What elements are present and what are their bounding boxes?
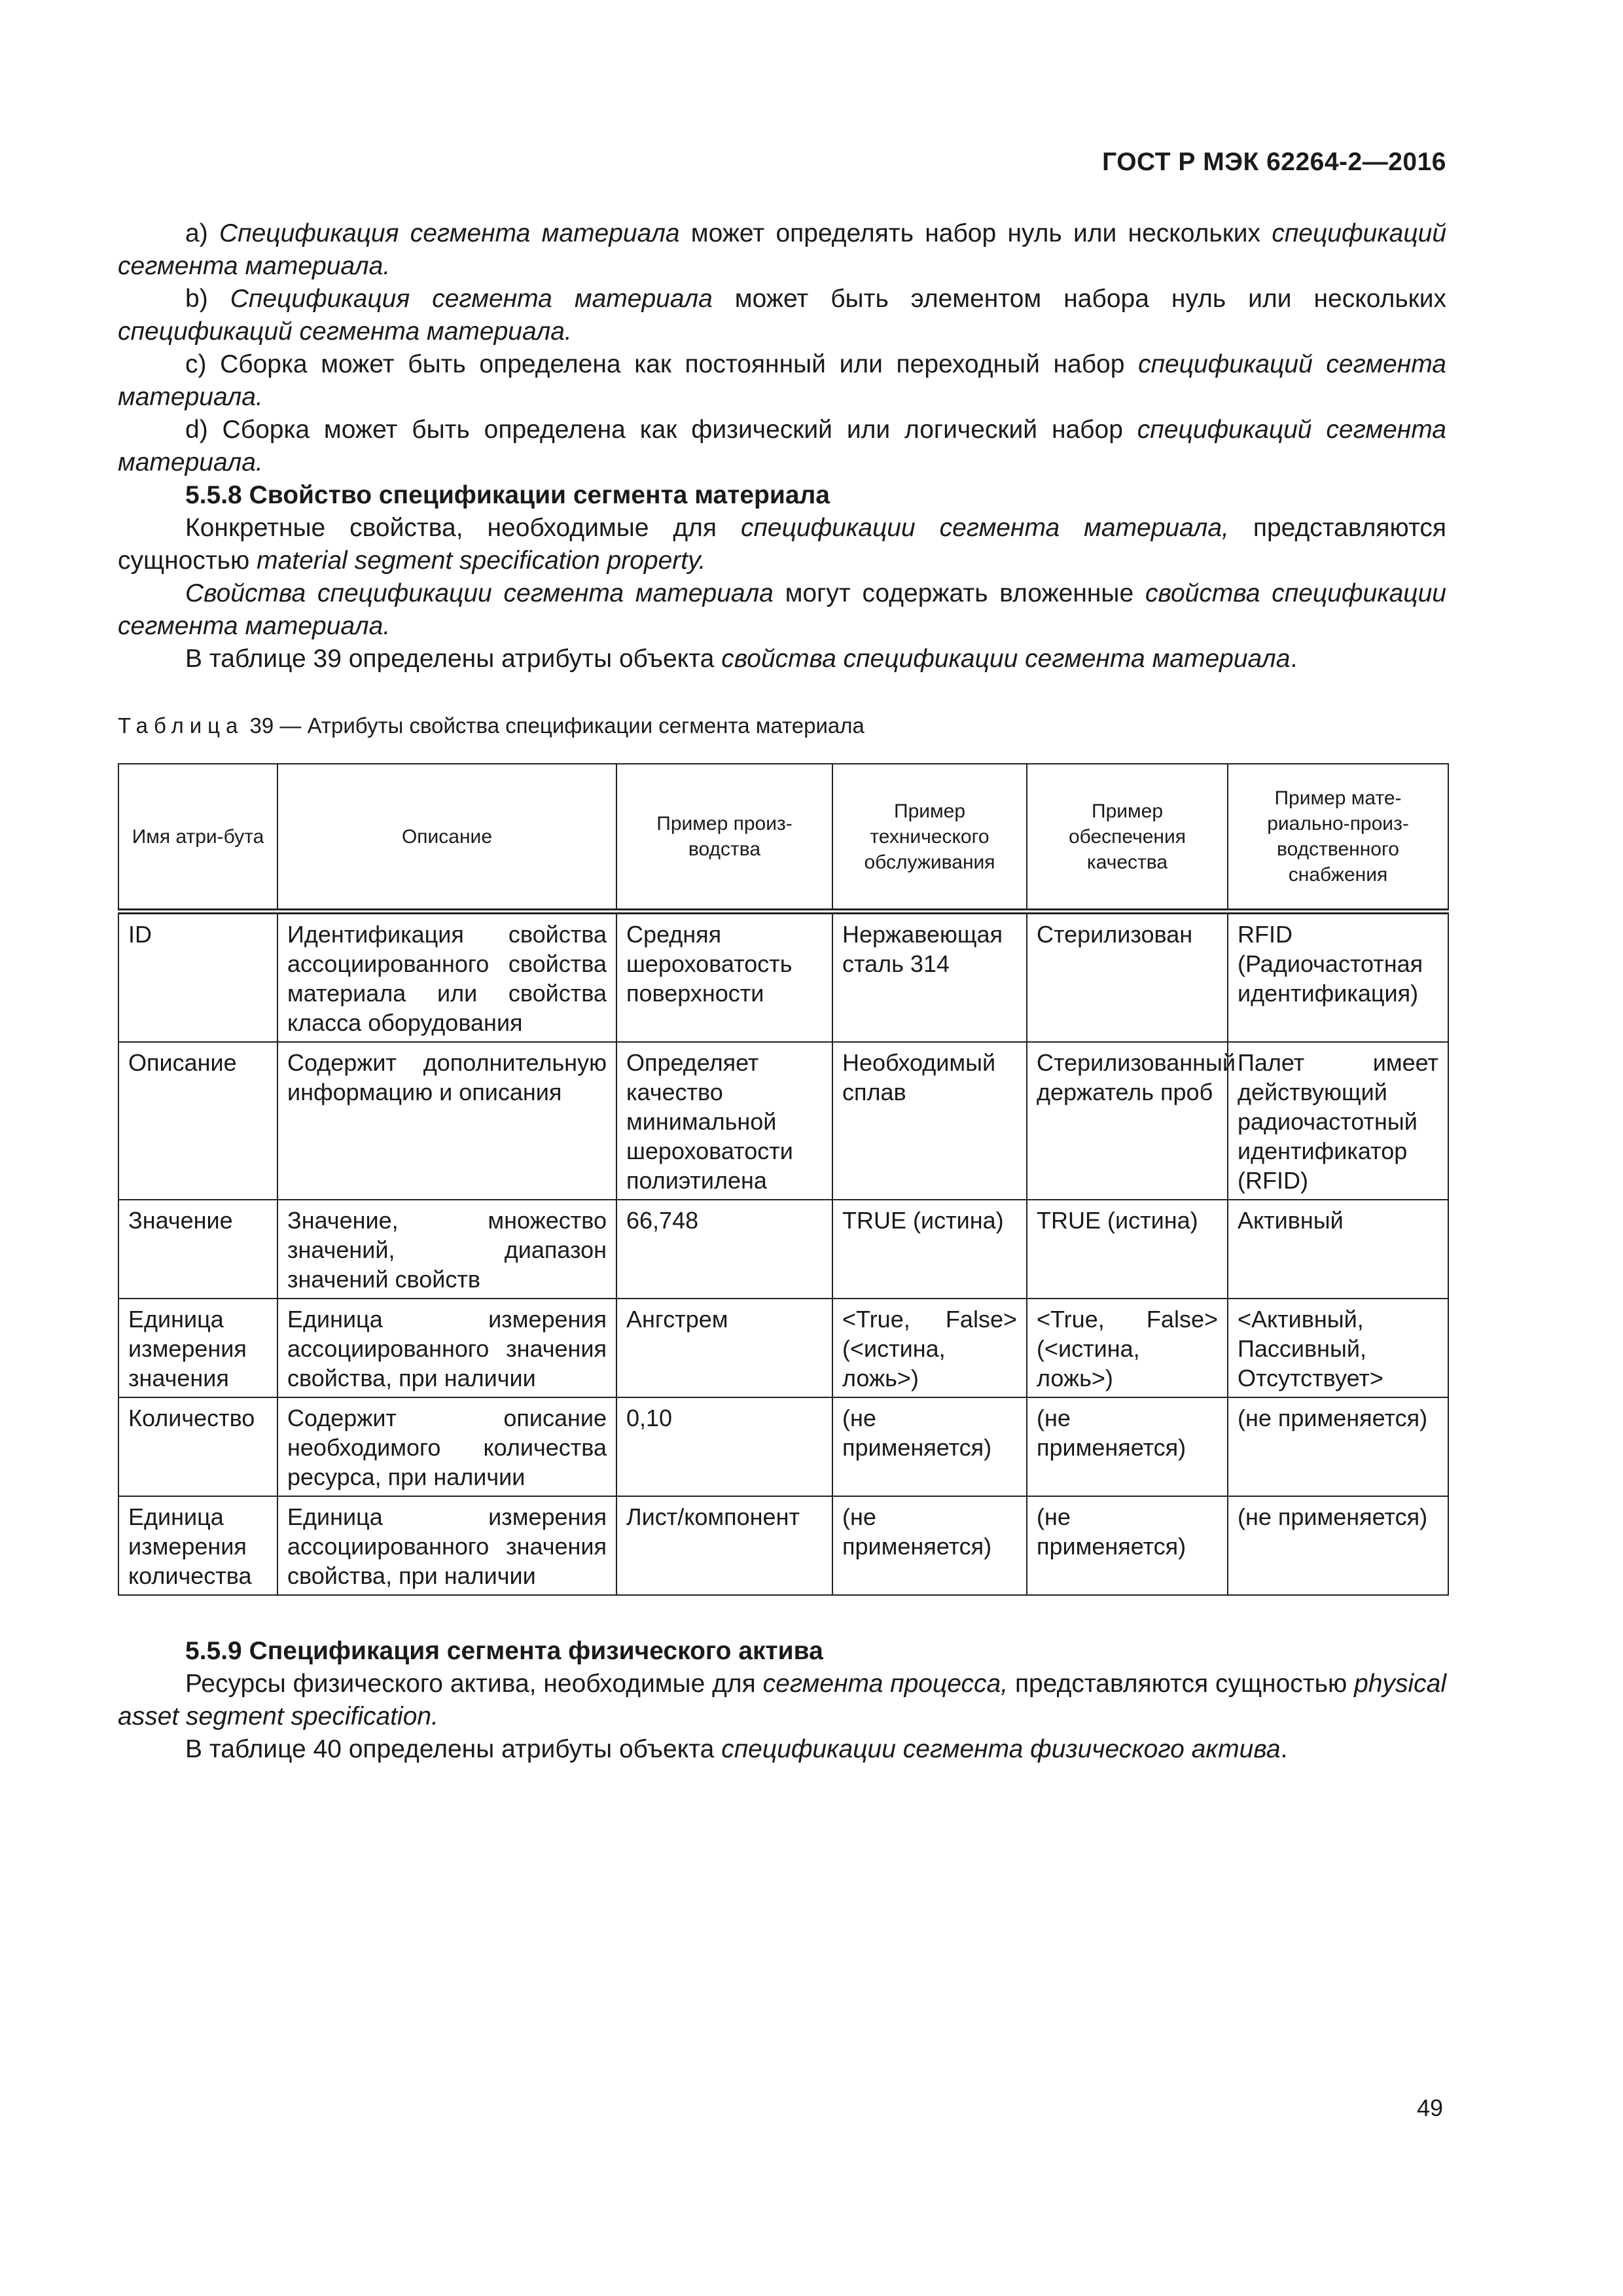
table-cell: Единица измерения ассоциированного значения свойства, при наличии: [277, 1299, 616, 1397]
section-5-5-9-para-1: Ресурсы физического актива, необходимые для сегмента процесса, представляются сущностью physical asset segment specification.: [118, 1670, 1446, 1731]
table-row: [118, 1042, 1448, 1200]
table-cell: Идентификация свойства ассоциированного свойства материала или свойства класса оборудования: [277, 912, 616, 1043]
section-5-5-8-para-2: Свойства спецификации сегмента материала могут содержать вложенные свойства спецификации сегмента материала.: [118, 579, 1446, 640]
table-cell: Ангстрем: [616, 1299, 832, 1397]
table-cell: <True, False> (<истина, ложь>): [832, 1299, 1027, 1397]
header-attribute-name: Имя атри-бута: [118, 764, 277, 912]
table-cell: TRUE (истина): [1027, 1200, 1228, 1299]
table-cell: Содержит описание необходимого количества ресурса, при наличии: [277, 1397, 616, 1496]
table-cell: (не применяется): [1228, 1496, 1448, 1595]
section-5-5-8-para-3: В таблице 39 определены атрибуты объекта свойства спецификации сегмента материала.: [185, 645, 1298, 673]
table-cell: 66,748: [616, 1200, 832, 1299]
table-cell: ID: [118, 912, 277, 1043]
header-quality-example: Пример обеспечения качества: [1027, 764, 1228, 912]
section-5-5-8-para-1: Конкретные свойства, необходимые для спецификации сегмента материала, представляются сущностью material segment specification property.: [118, 514, 1446, 575]
table-cell: Стерилизованный держатель проб: [1027, 1042, 1228, 1200]
table-cell: <Активный, Пассивный, Отсутствует>: [1228, 1299, 1448, 1397]
attributes-table: [118, 763, 1449, 1596]
header-description: Описание: [277, 764, 616, 912]
header-maintenance-example: Пример технического обслуживания: [832, 764, 1027, 912]
table-caption-text: 39 — Атрибуты свойства спецификации сегмента материала: [243, 713, 865, 738]
table-cell: Значение: [118, 1200, 277, 1299]
table-row: [118, 1299, 1448, 1397]
table-row: [118, 1397, 1448, 1496]
section-5-5-9-title: 5.5.9 Спецификация сегмента физического актива: [185, 1637, 823, 1665]
paragraph-a: а) Спецификация сегмента материала может определять набор нуль или нескольких спецификаций сегмента материала.: [118, 219, 1447, 280]
table-cell: Количество: [118, 1397, 277, 1496]
table-cell: Активный: [1228, 1200, 1448, 1299]
table-cell: Значение, множество значений, диапазон значений свойств: [277, 1200, 616, 1299]
table-caption: [118, 712, 865, 740]
table-row: [118, 1200, 1448, 1299]
table-cell: Единица измерения количества: [118, 1496, 277, 1595]
intro-text: [118, 217, 1446, 675]
header-production-example: Пример произ-водства: [616, 764, 832, 912]
table-header-row: [118, 764, 1448, 912]
table-cell: Определяет качество минимальной шероховатости полиэтилена: [616, 1042, 832, 1200]
page-number: 49: [1416, 2094, 1443, 2121]
standard-designation: ГОСТ Р МЭК 62264-2—2016: [1102, 148, 1446, 176]
table-cell: Содержит дополнительную информацию и описания: [277, 1042, 616, 1200]
table-cell: Описание: [118, 1042, 277, 1200]
table-cell: (не применяется): [1228, 1397, 1448, 1496]
table-cell: (не применяется): [832, 1397, 1027, 1496]
section-5-5-8-title: 5.5.8 Свойство спецификации сегмента материала: [185, 481, 830, 509]
table-caption-word: Таблица: [118, 713, 244, 738]
section-5-5-9-para-2: В таблице 40 определены атрибуты объекта спецификации сегмента физического актива.: [185, 1735, 1288, 1763]
table-cell: (не применяется): [1027, 1397, 1228, 1496]
table-cell: Единица измерения ассоциированного значения свойства, при наличии: [277, 1496, 616, 1595]
table-cell: Стерилизован: [1027, 912, 1228, 1043]
paragraph-c: с) Сборка может быть определена как постоянный или переходный набор спецификаций сегмента материала.: [118, 350, 1446, 411]
table-cell: Единица измерения значения: [118, 1299, 277, 1397]
table-cell: (не применяется): [832, 1496, 1027, 1595]
table-cell: <True, False> (<истина, ложь>): [1027, 1299, 1228, 1397]
table-cell: RFID (Радиочастотная идентификация): [1228, 912, 1448, 1043]
section-5-5-9: [118, 1635, 1446, 1766]
header-inventory-example: Пример мате-риально-произ-водственного снабжения: [1228, 764, 1448, 912]
table-row: [118, 1496, 1448, 1595]
table-cell: Палет имеет действующий радиочастотный идентификатор (RFID): [1228, 1042, 1448, 1200]
table-cell: 0,10: [616, 1397, 832, 1496]
table-cell: TRUE (истина): [832, 1200, 1027, 1299]
table-cell: Лист/компонент: [616, 1496, 832, 1595]
table-row: [118, 912, 1448, 1043]
table-cell: Нержавеющая сталь 314: [832, 912, 1027, 1043]
table-cell: Средняя шероховатость поверхности: [616, 912, 832, 1043]
table-cell: (не применяется): [1027, 1496, 1228, 1595]
paragraph-b: b) Спецификация сегмента материала может быть элементом набора нуль или нескольких спецификаций сегмента материала.: [118, 285, 1447, 346]
table-cell: Необходимый сплав: [832, 1042, 1027, 1200]
paragraph-d: d) Сборка может быть определена как физический или логический набор спецификаций сегмента материала.: [118, 416, 1446, 476]
